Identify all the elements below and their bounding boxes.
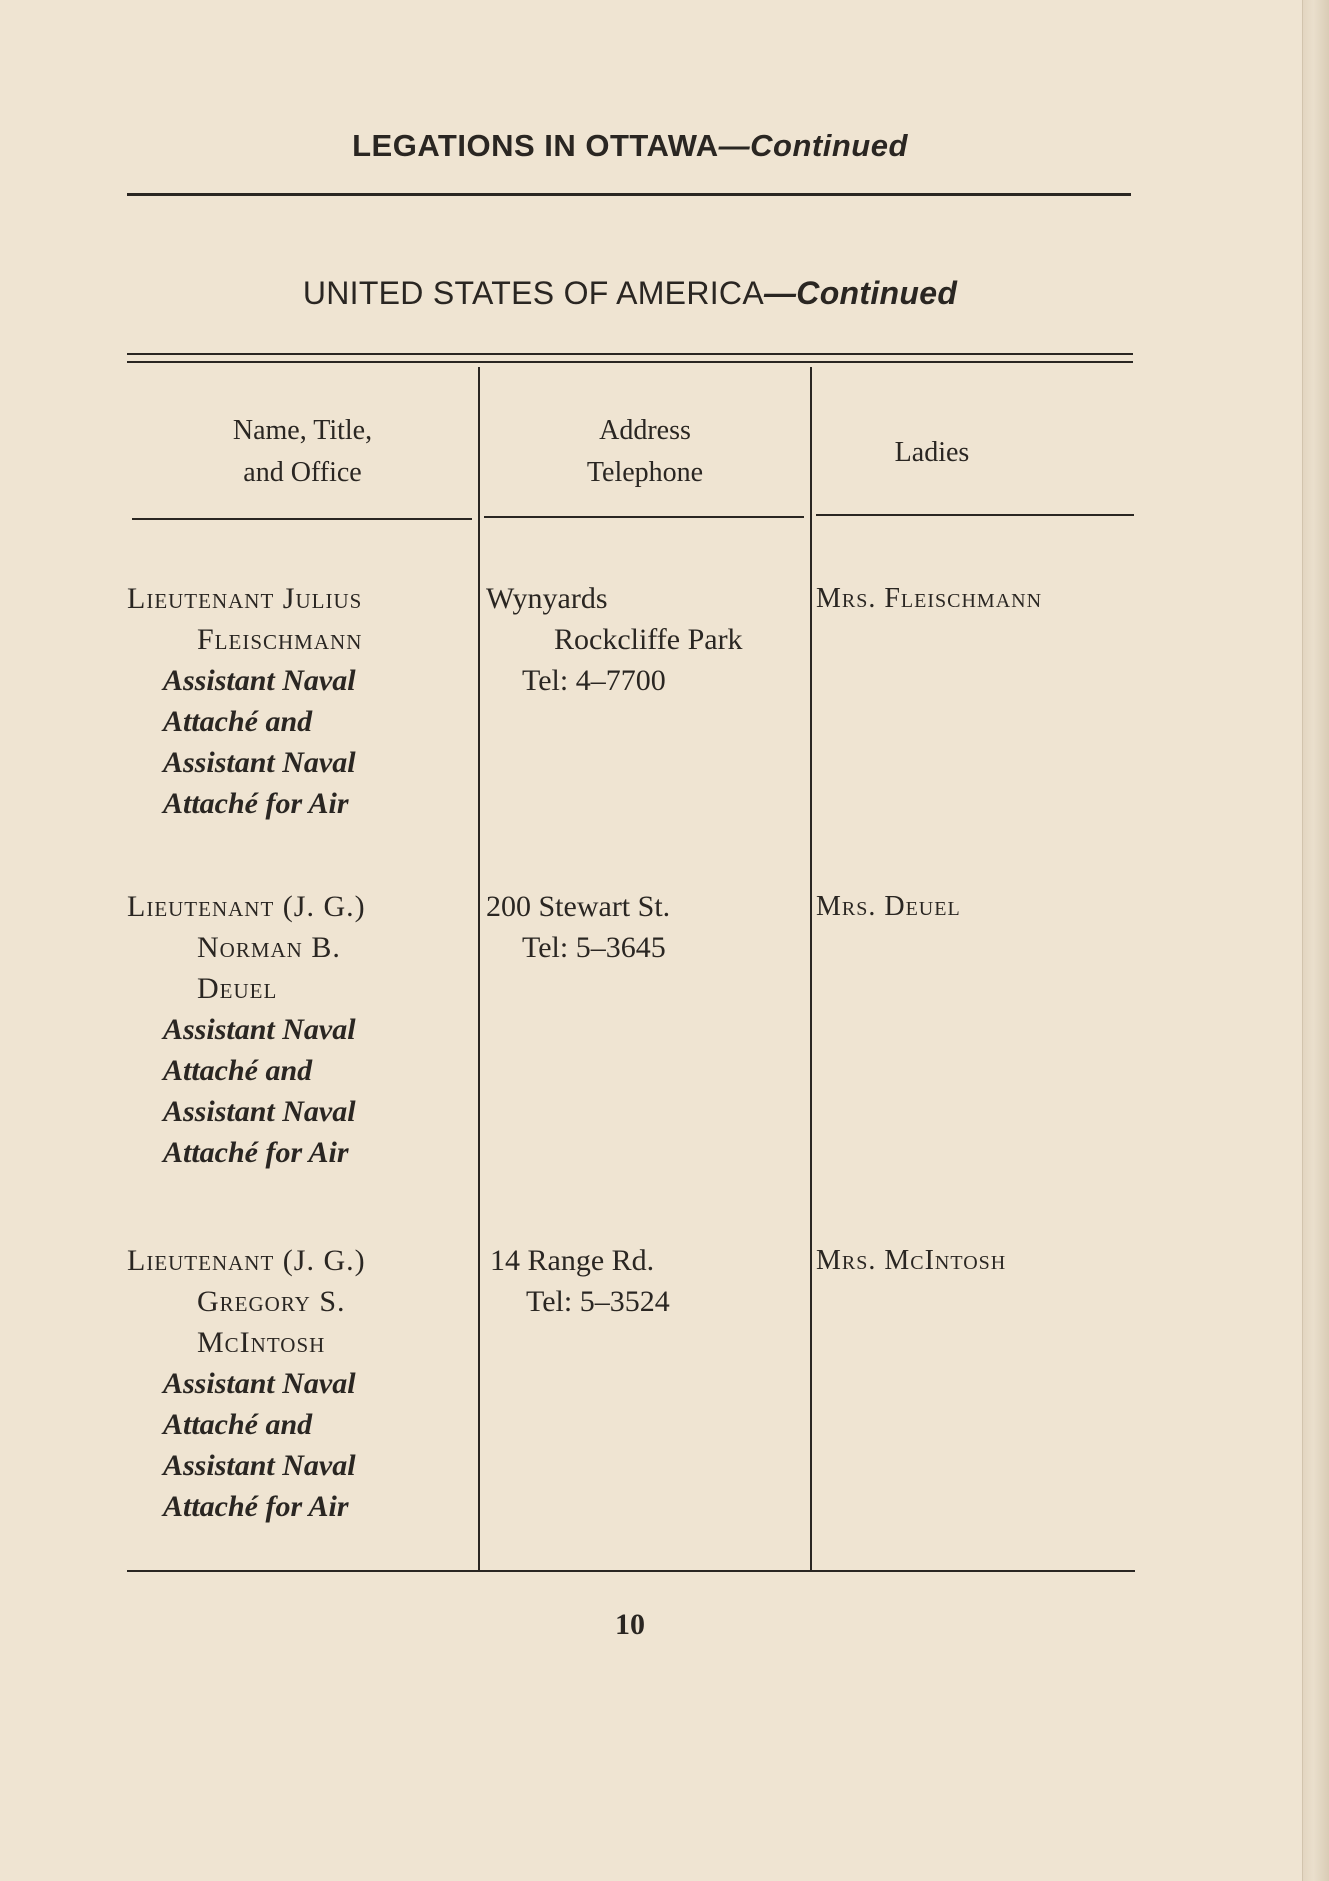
table-row-1-name: Lieutenant Julius Fleischmann Assistant Naval Attaché and Assistant Naval Attaché for Air: [127, 582, 363, 820]
table-top-rule-1: [127, 353, 1133, 355]
table-row-2-address: 200 Stewart St. Tel: 5–3645: [486, 890, 671, 964]
header-rule-col3: [816, 514, 1134, 516]
header-address-telephone: Address Telephone: [586, 415, 704, 488]
table-row-2-lady: Mrs. Deuel: [816, 891, 961, 922]
table-row-2-name: Lieutenant (J. G.) Norman B. Deuel Assistant Naval Attaché and Assistant Naval Attaché for Air: [127, 890, 366, 1169]
section-heading: UNITED STATES OF AMERICA—Continued: [302, 275, 958, 311]
page-edge: [1302, 0, 1329, 1881]
header-rule-col2: [484, 516, 804, 518]
table-row-1-lady: Mrs. Fleischmann: [816, 583, 1043, 614]
heading-rule: [127, 193, 1131, 196]
table-row-3-name: Lieutenant (J. G.) Gregory S. McIntosh Assistant Naval Attaché and Assistant Naval Attaché for Air: [127, 1244, 366, 1523]
table-row-3-address: 14 Range Rd. Tel: 5–3524: [490, 1244, 670, 1318]
column-divider-2: [810, 367, 812, 1572]
table-row-1-address: Wynyards Rockcliffe Park Tel: 4–7700: [486, 582, 743, 697]
table-row-3-lady: Mrs. McIntosh: [816, 1245, 1007, 1276]
table-bottom-rule: [127, 1570, 1135, 1572]
header-rule-col1: [132, 518, 472, 520]
header-name-title-office: Name, Title, and Office: [232, 415, 373, 488]
page-number: 10: [615, 1608, 645, 1641]
page-heading: LEGATIONS IN OTTAWA—Continued: [352, 128, 908, 163]
column-divider-1: [478, 367, 480, 1572]
table-top-rule-2: [127, 361, 1133, 363]
header-ladies: Ladies: [894, 437, 970, 468]
